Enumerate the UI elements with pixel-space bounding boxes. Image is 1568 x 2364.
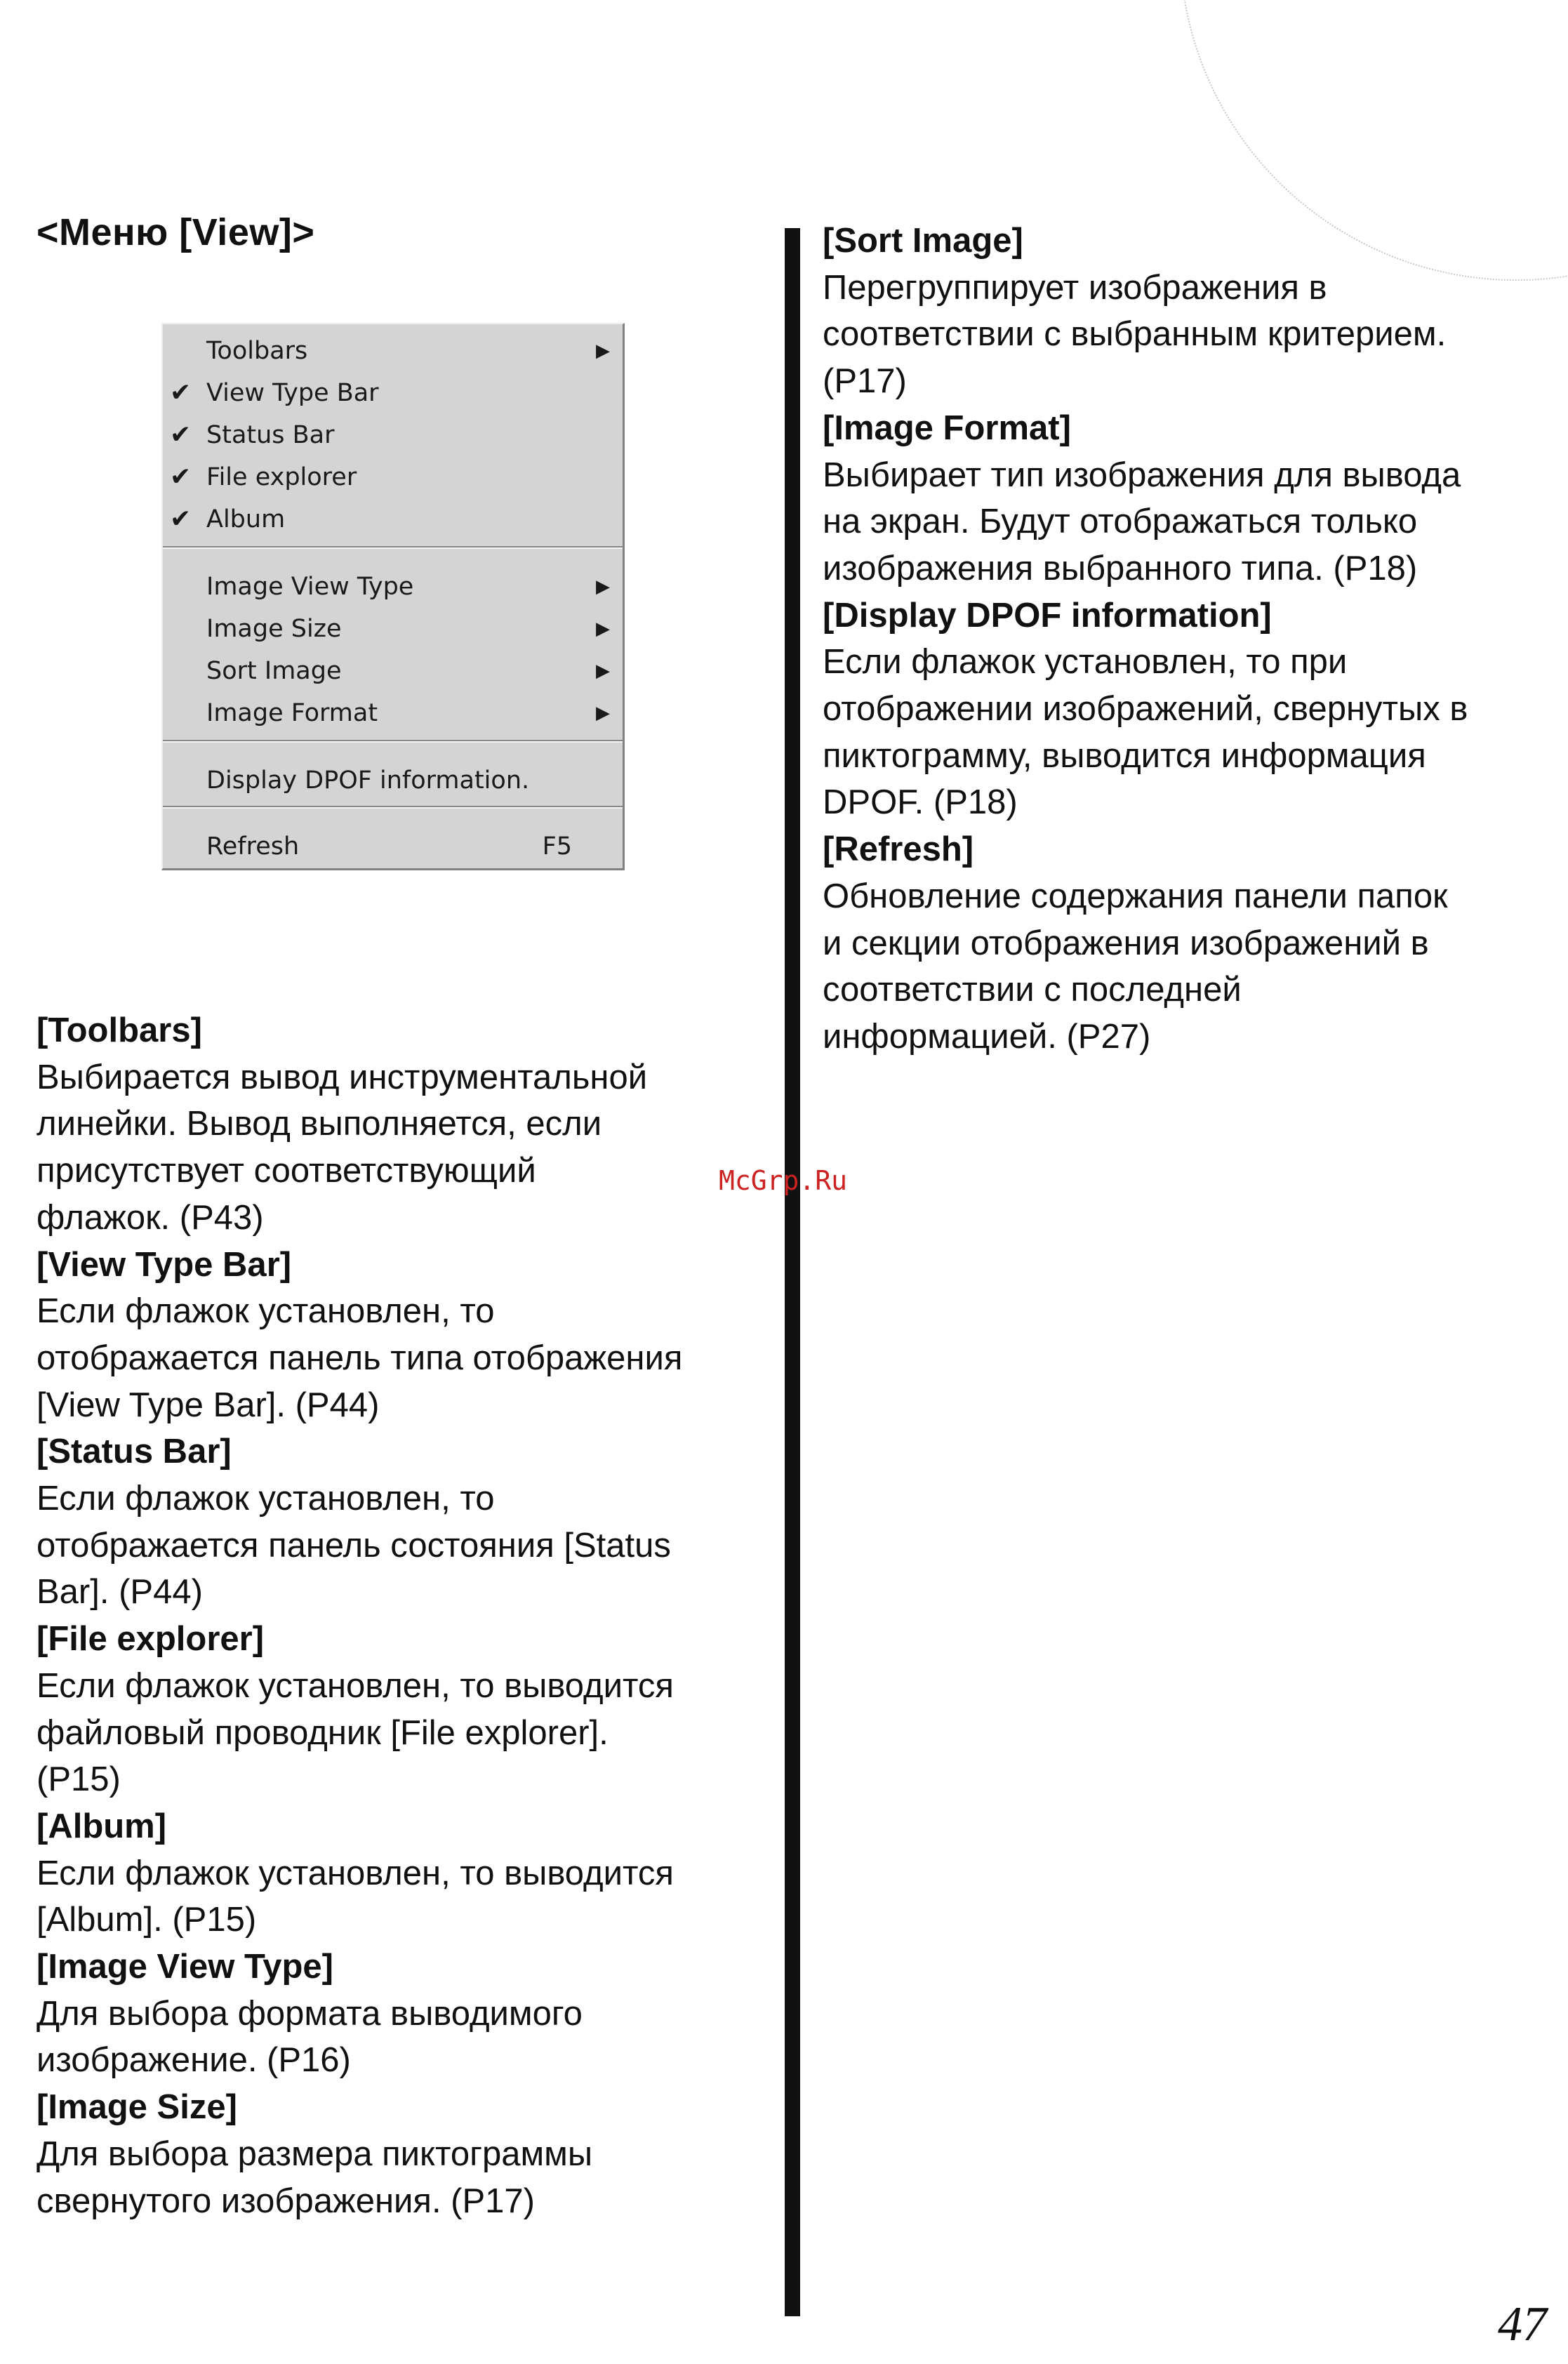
menu-item-label: Image Format xyxy=(206,699,378,727)
section xyxy=(36,1944,773,2084)
submenu-arrow-icon: ▶ xyxy=(596,660,610,682)
menu-item-label: Image View Type xyxy=(206,573,414,601)
section xyxy=(36,1428,773,1616)
submenu-arrow-icon: ▶ xyxy=(596,576,610,597)
menu-item[interactable] xyxy=(163,650,623,692)
section-text: Если флажок установлен, то выводится [Album]. (P15) xyxy=(36,1854,674,1939)
section-heading: [Status Bar] xyxy=(36,1433,232,1471)
menu-item[interactable] xyxy=(163,759,623,802)
view-menu-screenshot xyxy=(161,323,625,870)
section-heading: [Refresh] xyxy=(823,830,974,869)
section-heading: [Toolbars] xyxy=(36,1011,202,1049)
menu-separator xyxy=(163,806,623,809)
section-heading: [Image Format] xyxy=(823,409,1071,447)
menu-item-label: Status Bar xyxy=(206,421,335,449)
section-text: Обновление содержания панели папок и секции отображения изображений в соответствии с последней информацией. (P27) xyxy=(823,877,1448,1056)
section-heading: [File explorer] xyxy=(36,1620,265,1659)
section-heading: [Image View Type] xyxy=(36,1948,333,1986)
section-heading: [Album] xyxy=(36,1807,167,1845)
section xyxy=(823,218,1553,405)
menu-item-label: Album xyxy=(206,505,286,533)
menu-item-label: Sort Image xyxy=(206,657,342,685)
section xyxy=(823,405,1553,592)
section xyxy=(36,1242,773,1429)
section xyxy=(823,592,1553,827)
checkmark-icon: ✔ xyxy=(170,505,192,533)
page-number: 47 xyxy=(1498,2297,1547,2351)
section xyxy=(823,826,1553,1061)
menu-item[interactable] xyxy=(163,608,623,650)
menu-item[interactable] xyxy=(163,692,623,734)
section-heading: [Sort Image] xyxy=(823,222,1023,260)
section-text: Выбирает тип изображения для вывода на экран. Будут отображаться только изображения выбранного типа. (P18) xyxy=(823,456,1461,587)
section xyxy=(36,2084,773,2224)
section xyxy=(36,1616,773,1803)
menu-item[interactable] xyxy=(163,330,623,372)
menu-item-shortcut: F5 xyxy=(542,832,572,861)
menu-item-label: Image Size xyxy=(206,615,342,643)
section-heading: [View Type Bar] xyxy=(36,1245,292,1284)
menu-separator xyxy=(163,740,623,743)
menu-item[interactable] xyxy=(163,456,623,498)
column-divider xyxy=(785,228,800,2316)
menu-item-label: File explorer xyxy=(206,463,357,491)
menu-separator xyxy=(163,546,623,549)
menu-item[interactable] xyxy=(163,825,623,868)
section-text: Для выбора размера пиктограммы свернутого изображения. (P17) xyxy=(36,2134,593,2220)
section-text: Перегруппирует изображения в соответствии с выбранным критерием. (P17) xyxy=(823,268,1447,401)
right-column xyxy=(823,218,1553,1061)
checkmark-icon: ✔ xyxy=(170,378,192,407)
menu-item[interactable] xyxy=(163,414,623,456)
menu-item-label: View Type Bar xyxy=(206,379,379,407)
section-text: Выбирается вывод инструментальной линейки. Вывод выполняется, если присутствует соответствующий флажок. (P43) xyxy=(36,1058,648,1237)
watermark: McGrp.Ru xyxy=(719,1165,848,1196)
submenu-arrow-icon: ▶ xyxy=(596,703,610,724)
section xyxy=(36,1803,773,1944)
section-text: Если флажок установлен, то выводится файловый проводник [File explorer]. (P15) xyxy=(36,1666,674,1799)
section-heading: [Display DPOF information] xyxy=(823,596,1272,635)
menu-item[interactable] xyxy=(163,498,623,540)
section-text: Если флажок установлен, то отображается панель состояния [Status Bar]. (P44) xyxy=(36,1480,671,1612)
menu-item-label: Display DPOF information. xyxy=(206,766,530,795)
menu-item-label: Refresh xyxy=(206,832,300,861)
left-column xyxy=(36,1007,773,2224)
page-title: <Меню [View]> xyxy=(36,211,315,253)
menu-item[interactable] xyxy=(163,372,623,414)
menu-item[interactable] xyxy=(163,566,623,608)
submenu-arrow-icon: ▶ xyxy=(596,618,610,639)
checkmark-icon: ✔ xyxy=(170,463,192,491)
section-heading: [Image Size] xyxy=(36,2088,237,2127)
section xyxy=(36,1007,773,1242)
checkmark-icon: ✔ xyxy=(170,420,192,449)
submenu-arrow-icon: ▶ xyxy=(596,340,610,361)
menu-item-label: Toolbars xyxy=(206,337,308,365)
section-text: Для выбора формата выводимого изображение. (P16) xyxy=(36,1994,583,2080)
section-text: Если флажок установлен, то отображается панель типа отображения [View Type Bar]. (P44) xyxy=(36,1292,683,1424)
section-text: Если флажок установлен, то при отображении изображений, свернутых в пиктограмму, выводится информация DPOF. (P18) xyxy=(823,643,1468,822)
